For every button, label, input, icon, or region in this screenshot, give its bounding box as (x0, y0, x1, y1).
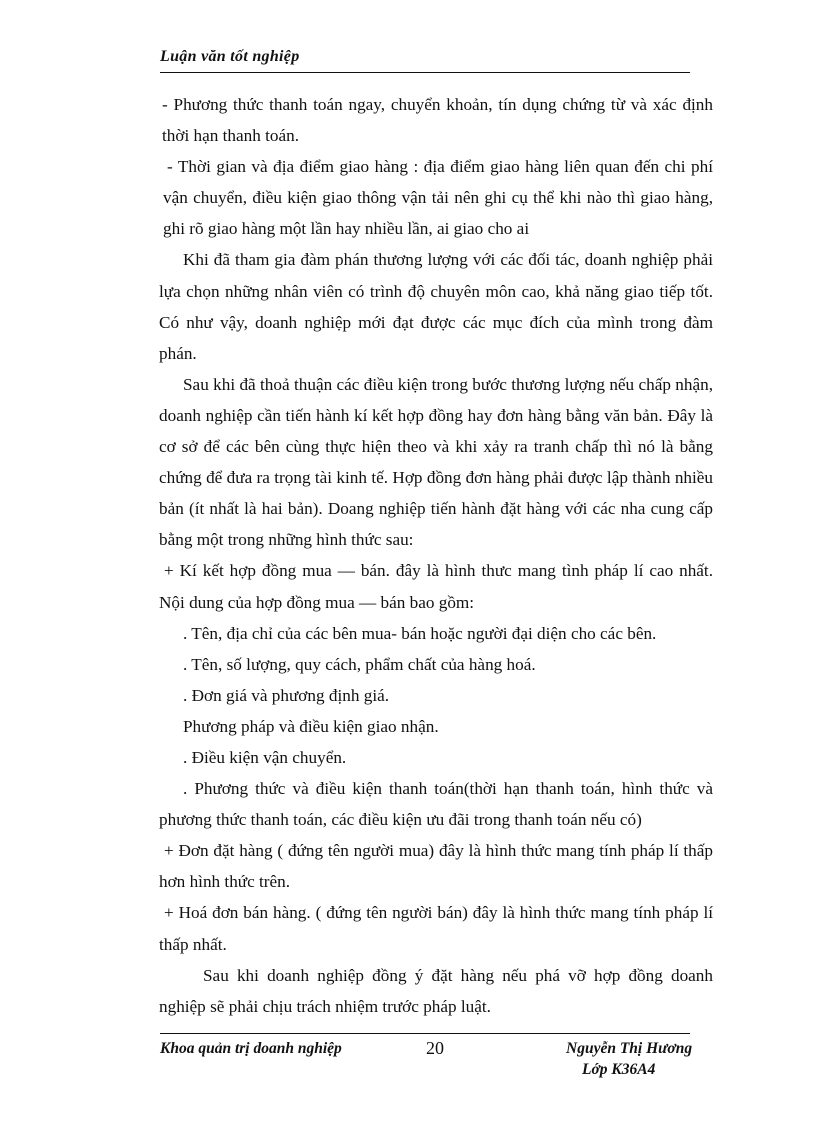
paragraph: + Đơn đặt hàng ( đứng tên người mua) đây là hình thức mang tính pháp lí thấp hơn hình thức trên. (159, 841, 713, 892)
list-item: . Đơn giá và phương định giá. (183, 685, 390, 705)
paragraph: + Hoá đơn bán hàng. ( đứng tên người bán) đây là hình thức mang tính pháp lí thấp nhất. (159, 903, 713, 954)
footer-department: Khoa quản trị doanh nghiệp (160, 1040, 342, 1057)
list-item: . Tên, số lượng, quy cách, phẩm chất của hàng hoá. (183, 654, 536, 674)
footer-class: Lớp K36A4 (582, 1061, 656, 1078)
footer-divider (160, 1033, 690, 1034)
paragraph: + Kí kết hợp đồng mua — bán. đây là hình thưc mang tình pháp lí cao nhất. Nội dung của hợp đồng mua — bán bao gồm: (159, 561, 713, 612)
paragraph: Sau khi doanh nghiệp đồng ý đặt hàng nếu phá vỡ hợp đồng doanh nghiệp sẽ phải chịu trách nhiệm trước pháp luật. (159, 965, 713, 1016)
list-item: . Phương thức và điều kiện thanh toán(thời hạn thanh toán, hình thức và phương thức thanh toán, các điều kiện ưu đãi trong thanh toán nếu có) (159, 779, 713, 830)
document-body (159, 89, 713, 1022)
paragraph: Khi đã tham gia đàm phán thương lượng với các đối tác, doanh nghiệp phải lựa chọn những nhân viên có trình độ chuyên môn cao, khả năng giao tiếp tốt. Có như vậy, doanh nghiệp mới đạt được các mục đích của mình trong đàm phán. (159, 250, 713, 363)
footer-author: Nguyễn Thị Hương (566, 1040, 693, 1057)
paragraph: Sau khi đã thoả thuận các điều kiện trong bước thương lượng nếu chấp nhận, doanh nghiệp cần tiến hành kí kết hợp đồng hay đơn hàng bằng văn bản. Đây là cơ sở để các bên cùng thực hiện theo và khi xảy ra tranh chấp thì nó là bằng chứng để đưa ra trọng tài kinh tế. Hợp đồng đơn hàng phải được lập thành nhiều bản (ít nhất là hai bản). Doang nghiệp tiến hành đặt hàng với các nha cung cấp bằng một trong những hình thức sau: (159, 374, 713, 550)
paragraph: - Thời gian và địa điểm giao hàng : địa điểm giao hàng liên quan đến chi phí vận chuyển, điều kiện giao thông vận tải nên ghi cụ thể khi nào thì giao hàng, ghi rõ giao hàng một lần hay nhiều lần, ai giao cho ai (163, 157, 713, 239)
list-item: . Tên, địa chỉ của các bên mua- bán hoặc người đại diện cho các bên. (183, 623, 657, 643)
paragraph: - Phương thức thanh toán ngay, chuyển khoản, tín dụng chứng từ và xác định thời hạn thanh toán. (162, 95, 713, 146)
list-item: Phương pháp và điều kiện giao nhận. (183, 716, 439, 736)
list-item: . Điều kiện vận chuyển. (183, 747, 347, 767)
page-number: 20 (426, 1038, 444, 1058)
page-header (160, 48, 690, 73)
header-title: Luận văn tốt nghiệp (160, 48, 300, 65)
